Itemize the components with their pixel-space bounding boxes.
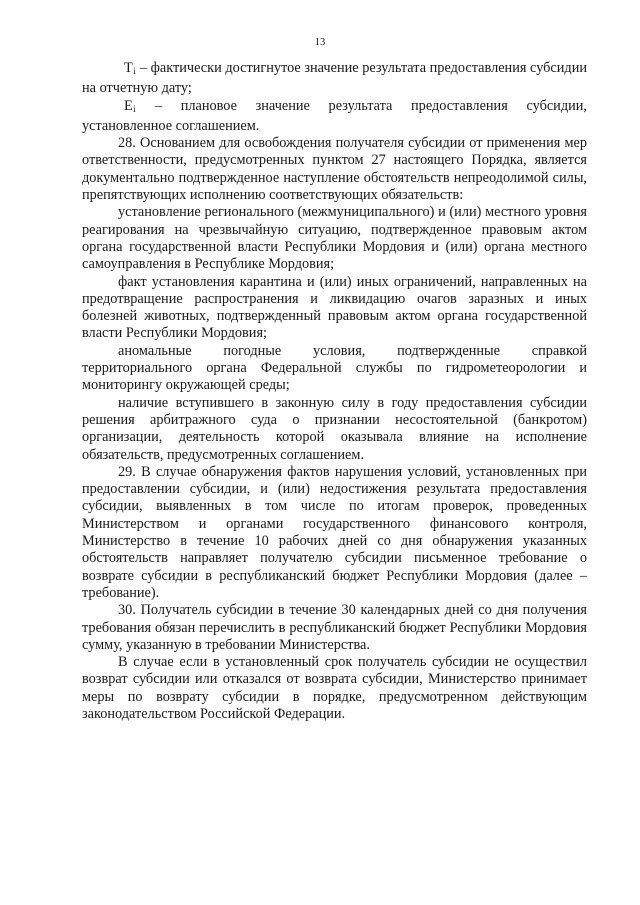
paragraph-ei-definition: $E_i$ – плановое значение результата предоставления субсидии, установленное соглашением. [82,97,587,134]
page-number: 13 [314,37,326,48]
variable-e: $E_i$ [124,97,137,114]
paragraph-quarantine: факт установления карантина и (или) иных ограничений, направленных на предотвращение распространения и ликвидацию очагов заразных и иных болезней животных, подтвержденный правовым актом органа государственной власти Республики Мордовия; [82,273,587,342]
paragraph-bankruptcy: наличие вступившего в законную силу в году предоставления субсидии решения арбитражного суда о признании несостоятельной (банкротом) организации, деятельность которой оказывала влияние на исполнение обязательств, предусмотренных соглашением. [82,394,587,463]
paragraph-emergency: установление регионального (межмуниципального) и (или) местного уровня реагирования на чрезвычайную ситуацию, подтвержденное правовым актом органа государственной власти Республики Мордовия и (или) органа местного самоуправления в Республике Мордовия; [82,204,587,273]
paragraph-30: 30. Получатель субсидии в течение 30 календарных дней со дня получения требования обязан перечислить в республиканский бюджет Республики Мордовия сумму, указанную в требовании Министерства. [82,602,587,653]
paragraph-return-measures: В случае если в установленный срок получатель субсидии не осуществил возврат субсидии или отказался от возврата субсидии, Министерство принимает меры по возврату субсидии в порядке, предусмотренном действующим законодательством Российской Федерации. [82,654,587,722]
paragraph-weather: аномальные погодные условия, подтвержденные справкой территориального органа Федеральной службы по гидрометеорологии и мониторингу окружающей среды; [82,342,587,394]
paragraph-28: 28. Основанием для освобождения получателя субсидии от применения мер ответственности, предусмотренных пунктом 27 настоящего Порядка, является документально подтвержденное наступление обстоятельств непреодолимой силы, препятствующих исполнению соответствующих обязательств: [82,135,587,204]
paragraph-ti-definition: $T_i$ – фактически достигнутое значение результата предоставления субсидии на отчетную дату; [82,60,587,97]
variable-t: $T_i$ [124,60,137,76]
paragraph-29: 29. В случае обнаружения фактов нарушения условий, установленных при предоставлении субсидии, и (или) недостижения результата предоставления субсидии, выявленных в том числе по итогам проверок, проведенных Министерством и органами государственного финансового контроля, Министерство в течение 10 рабочих дней со дня обнаружения указанных обстоятельств направляет получателю субсидии письменное требование о возврате субсидии в республиканский бюджет Республики Мордовия (далее – требование). [82,463,587,601]
document-body [82,60,587,723]
